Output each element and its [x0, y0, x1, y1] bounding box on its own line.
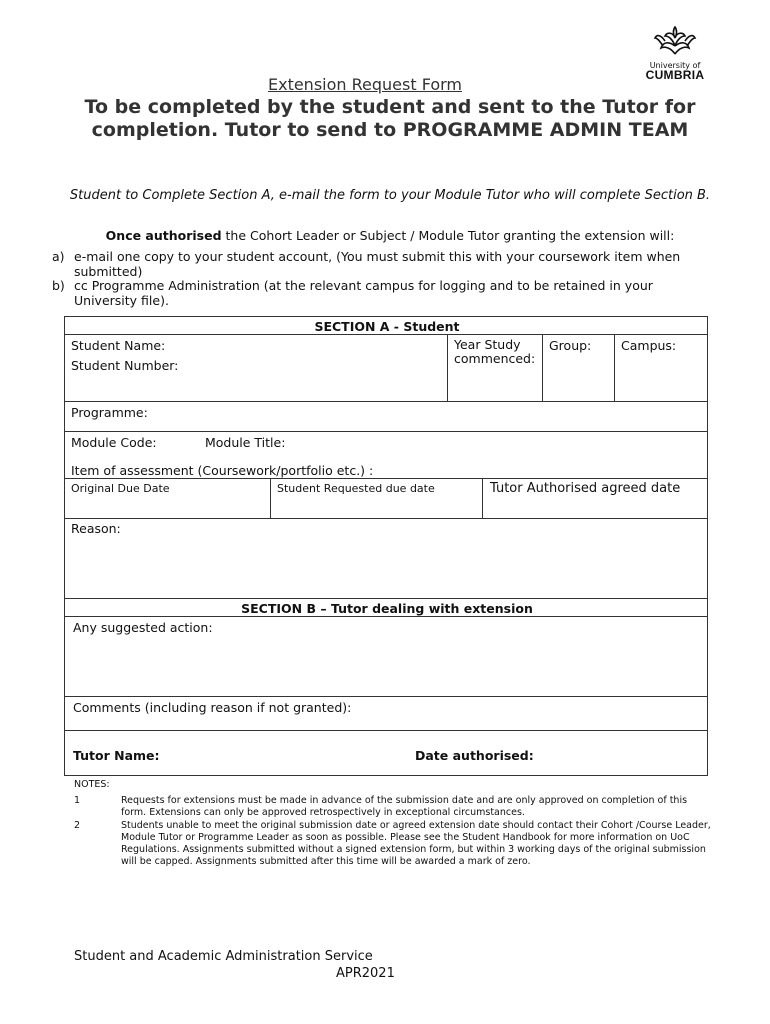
suggested-action-field[interactable]: Any suggested action: [73, 620, 213, 635]
divider [65, 616, 707, 617]
university-logo [640, 26, 710, 82]
original-due-date-field[interactable]: Original Due Date [71, 482, 170, 495]
instruction-text: Student to Complete Section A, e-mail the form to your Module Tutor who will complete Section B. [69, 188, 711, 203]
divider [482, 478, 483, 518]
divider [447, 334, 448, 401]
logo-line-2: CUMBRIA [645, 68, 705, 82]
list-text: e-mail one copy to your student account, (You must submit this with your coursework item when submitted) [74, 249, 681, 279]
divider [65, 598, 707, 599]
divider [542, 334, 543, 401]
divider [614, 334, 615, 401]
notes-section [74, 779, 714, 868]
list-item [74, 820, 714, 868]
note-text: Students unable to meet the original submission date or agreed extension date should contact their Cohort /Course Leader, Module Tutor or Programme Leader as soon as possible. Please see the Student Handbook for more information on UoC Regulations. Assignments submitted without a signed extension form, but within 3 working days of the original submission will be capped. Assignments submitted after this time will be awarded a mark of zero. [121, 820, 711, 867]
campus-field[interactable]: Campus: [621, 338, 677, 353]
section-a-heading: SECTION A - Student [314, 319, 460, 334]
list-marker: b) [52, 278, 65, 293]
extension-form-table [64, 316, 708, 776]
main-title: To be completed by the student and sent to the Tutor for completion. Tutor to send to PROGRAMME ADMIN TEAM [84, 96, 696, 141]
footer-date: APR2021 [336, 966, 395, 981]
list-item [52, 250, 712, 279]
tutor-authorised-date-field[interactable]: Tutor Authorised agreed date [490, 481, 681, 496]
item-assessment-field[interactable]: Item of assessment (Coursework/portfolio etc.) : [71, 463, 374, 478]
list-marker: a) [52, 249, 65, 264]
note-text: Requests for extensions must be made in advance of the submission date and are only approved on completion of this form. Extensions can only be approved retrospectively in exceptional circumstances. [121, 795, 688, 818]
group-field[interactable]: Group: [549, 338, 592, 353]
student-name-field[interactable]: Student Name: [71, 338, 166, 353]
student-number-field[interactable]: Student Number: [71, 358, 179, 373]
plant-emblem-icon [653, 26, 697, 56]
divider [65, 518, 707, 519]
year-study-field[interactable]: Year Study commenced: [454, 337, 536, 366]
divider [65, 334, 707, 335]
divider [65, 401, 707, 402]
divider [65, 730, 707, 731]
module-code-field[interactable]: Module Code: [71, 435, 157, 450]
list-text: cc Programme Administration (at the relevant campus for logging and to be retained in your University file). [74, 278, 653, 308]
authorised-note-bold: Once authorised [105, 228, 222, 243]
module-title-field[interactable]: Module Title: [205, 435, 286, 450]
divider [65, 478, 707, 479]
action-list [52, 250, 712, 308]
divider [65, 431, 707, 432]
divider [65, 696, 707, 697]
notes-heading: NOTES: [74, 779, 110, 790]
divider [270, 478, 271, 518]
form-title: Extension Request Form [267, 75, 462, 94]
footer-service: Student and Academic Administration Service [74, 949, 373, 964]
note-number: 1 [74, 795, 81, 806]
date-authorised-field[interactable]: Date authorised: [415, 748, 534, 763]
section-b-heading: SECTION B – Tutor dealing with extension [241, 601, 533, 616]
comments-field[interactable]: Comments (including reason if not granted): [73, 700, 352, 715]
student-requested-date-field[interactable]: Student Requested due date [277, 482, 435, 495]
authorised-note-rest: the Cohort Leader or Subject / Module Tutor granting the extension will: [221, 228, 675, 243]
authorised-note [60, 228, 720, 243]
logo-line-1: University of [649, 61, 701, 70]
programme-field[interactable]: Programme: [71, 405, 148, 420]
note-number: 2 [74, 820, 81, 831]
reason-field[interactable]: Reason: [71, 521, 121, 536]
tutor-name-field[interactable]: Tutor Name: [73, 748, 160, 763]
list-item [74, 795, 714, 819]
list-item [52, 279, 712, 308]
